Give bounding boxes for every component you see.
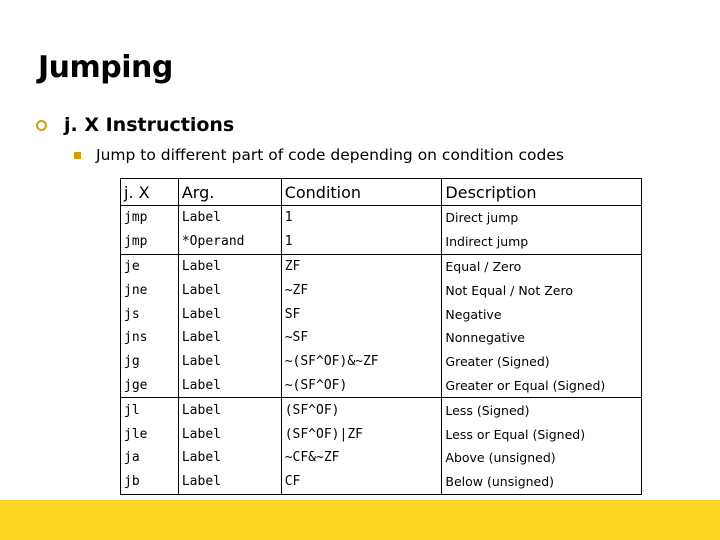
jump-instructions-table xyxy=(120,178,642,495)
header-condition: Condition xyxy=(281,179,442,206)
cell-description: Indirect jump xyxy=(442,230,642,254)
bullet-main-text: j. X Instructions xyxy=(64,114,235,136)
cell-argument: Label xyxy=(178,350,281,374)
cell-condition: (SF^OF)|ZF xyxy=(281,422,442,446)
cell-instruction: jns xyxy=(121,326,179,350)
cell-condition: CF xyxy=(281,470,442,494)
cell-argument: Label xyxy=(178,470,281,494)
cell-instruction: jmp xyxy=(121,230,179,254)
table-row xyxy=(121,326,642,350)
cell-instruction: jl xyxy=(121,398,179,422)
cell-instruction: jge xyxy=(121,374,179,398)
bullet-main xyxy=(36,114,234,136)
cell-condition: ~SF xyxy=(281,326,442,350)
cell-condition: (SF^OF) xyxy=(281,398,442,422)
cell-condition: ~(SF^OF)&~ZF xyxy=(281,350,442,374)
cell-description: Greater (Signed) xyxy=(442,350,642,374)
bullet-sub xyxy=(74,146,564,164)
cell-description: Not Equal / Not Zero xyxy=(442,278,642,302)
cell-condition: ~ZF xyxy=(281,278,442,302)
cell-description: Nonnegative xyxy=(442,326,642,350)
bullet-sub-text: Jump to different part of code depending on condition codes xyxy=(96,146,564,164)
footer-bar xyxy=(0,500,720,540)
cell-condition: 1 xyxy=(281,206,442,230)
cell-condition: SF xyxy=(281,302,442,326)
ring-bullet-icon xyxy=(36,120,47,131)
table-row xyxy=(121,254,642,278)
table-row xyxy=(121,278,642,302)
cell-argument: *Operand xyxy=(178,230,281,254)
cell-argument: Label xyxy=(178,278,281,302)
table-row xyxy=(121,446,642,470)
cell-argument: Label xyxy=(178,398,281,422)
table-row xyxy=(121,302,642,326)
cell-condition: 1 xyxy=(281,230,442,254)
cell-instruction: jne xyxy=(121,278,179,302)
cell-description: Less (Signed) xyxy=(442,398,642,422)
cell-condition: ZF xyxy=(281,254,442,278)
cell-argument: Label xyxy=(178,326,281,350)
title-divider xyxy=(0,103,720,104)
slide-title: Jumping xyxy=(38,50,173,85)
cell-argument: Label xyxy=(178,254,281,278)
table-row xyxy=(121,422,642,446)
cell-argument: Label xyxy=(178,422,281,446)
cell-description: Above (unsigned) xyxy=(442,446,642,470)
cell-argument: Label xyxy=(178,446,281,470)
cell-condition: ~(SF^OF) xyxy=(281,374,442,398)
header-description: Description xyxy=(442,179,642,206)
cell-argument: Label xyxy=(178,302,281,326)
cell-description: Negative xyxy=(442,302,642,326)
table-row xyxy=(121,398,642,422)
table-row xyxy=(121,206,642,230)
cell-instruction: jb xyxy=(121,470,179,494)
cell-instruction: jg xyxy=(121,350,179,374)
table-header-row xyxy=(121,179,642,206)
table-row xyxy=(121,350,642,374)
square-bullet-icon xyxy=(74,152,81,159)
cell-description: Less or Equal (Signed) xyxy=(442,422,642,446)
cell-description: Equal / Zero xyxy=(442,254,642,278)
cell-description: Below (unsigned) xyxy=(442,470,642,494)
table-row xyxy=(121,470,642,494)
cell-description: Greater or Equal (Signed) xyxy=(442,374,642,398)
cell-instruction: ja xyxy=(121,446,179,470)
cell-argument: Label xyxy=(178,374,281,398)
cell-instruction: jmp xyxy=(121,206,179,230)
cell-argument: Label xyxy=(178,206,281,230)
cell-description: Direct jump xyxy=(442,206,642,230)
header-arg: Arg. xyxy=(178,179,281,206)
cell-condition: ~CF&~ZF xyxy=(281,446,442,470)
table-row xyxy=(121,374,642,398)
header-instr: j. X xyxy=(121,179,179,206)
cell-instruction: jle xyxy=(121,422,179,446)
table-row xyxy=(121,230,642,254)
cell-instruction: je xyxy=(121,254,179,278)
cell-instruction: js xyxy=(121,302,179,326)
